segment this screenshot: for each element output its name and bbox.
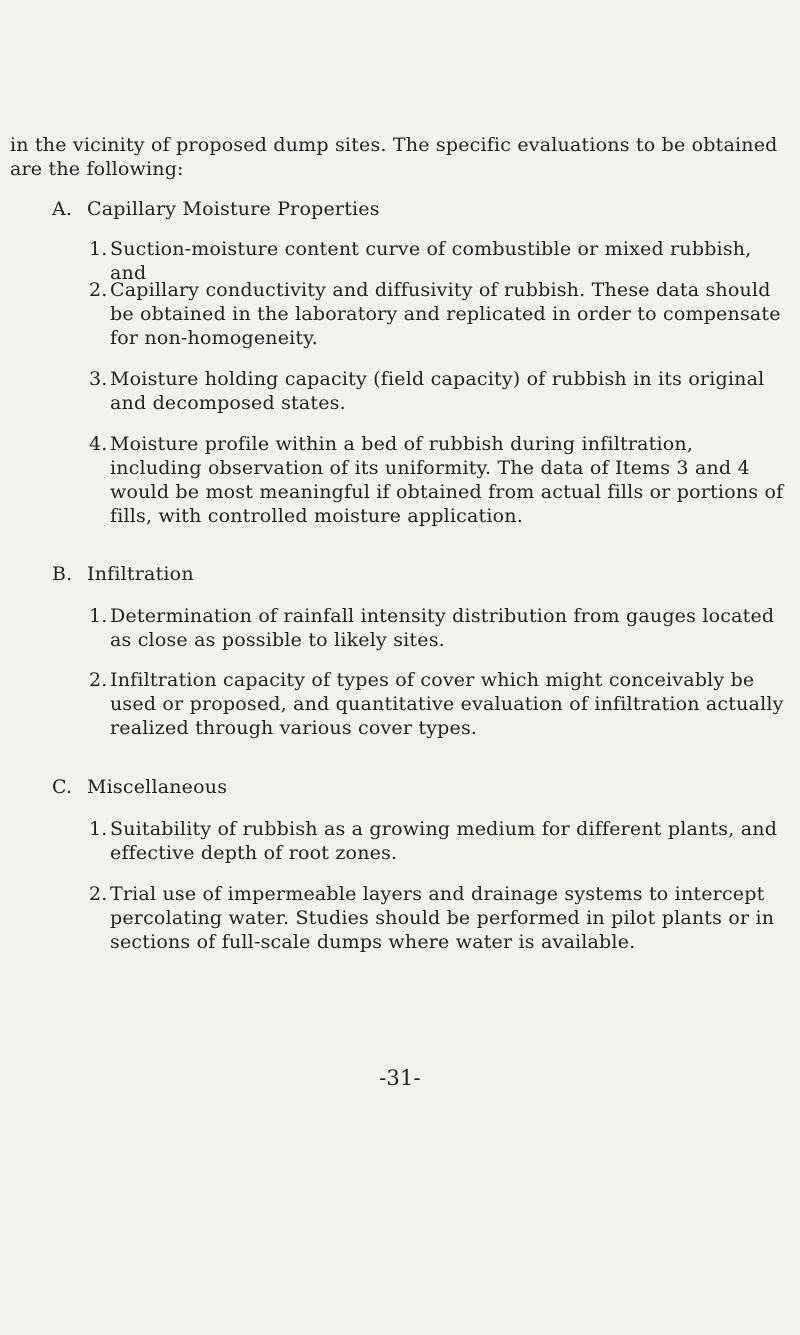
item-text: Moisture holding capacity (field capacity) of rubbish in its original and decomposed states. (110, 368, 765, 414)
item-text: Determination of rainfall intensity distribution from gauges located as close as possible to likely sites. (110, 605, 775, 651)
item-text: Suction-moisture content curve of combustible or mixed rubbish, and (110, 238, 752, 284)
section-letter: B. (52, 563, 73, 585)
item-text: Capillary conductivity and diffusivity of rubbish. These data should be obtained in the laboratory and replicated in order to compensate for non-homogeneity. (110, 279, 781, 349)
intro-paragraph: in the vicinity of proposed dump sites. The specific evaluations to be obtained are the following: (10, 134, 778, 180)
item-text: Moisture profile within a bed of rubbish during infiltration, including observation of its uniformity. The data of Items 3 and 4 would be most meaningful if obtained from actual fills or portions of fills, with controlled moisture application. (110, 433, 784, 527)
item-number: 2. (89, 279, 108, 301)
item-text: Suitability of rubbish as a growing medium for different plants, and effective depth of root zones. (110, 818, 778, 864)
item-number: 1. (89, 605, 108, 627)
item-number: 2. (89, 669, 108, 691)
section-title: Miscellaneous (87, 776, 228, 798)
item-text: Trial use of impermeable layers and drainage systems to intercept percolating water. Studies should be performed in pilot plants or in sections of full-scale dumps where water is available. (110, 883, 775, 953)
page-number: -31- (379, 1066, 421, 1090)
item-number: 3. (89, 368, 108, 390)
section-title: Capillary Moisture Properties (87, 198, 380, 220)
item-number: 2. (89, 883, 108, 905)
section-title: Infiltration (87, 563, 194, 585)
item-number: 1. (89, 238, 108, 260)
section-letter: A. (52, 198, 73, 220)
section-letter: C. (52, 776, 73, 798)
item-number: 1. (89, 818, 108, 840)
item-text: Infiltration capacity of types of cover which might conceivably be used or proposed, and quantitative evaluation of infiltration actually realized through various cover types. (110, 669, 784, 739)
item-number: 4. (89, 433, 108, 455)
